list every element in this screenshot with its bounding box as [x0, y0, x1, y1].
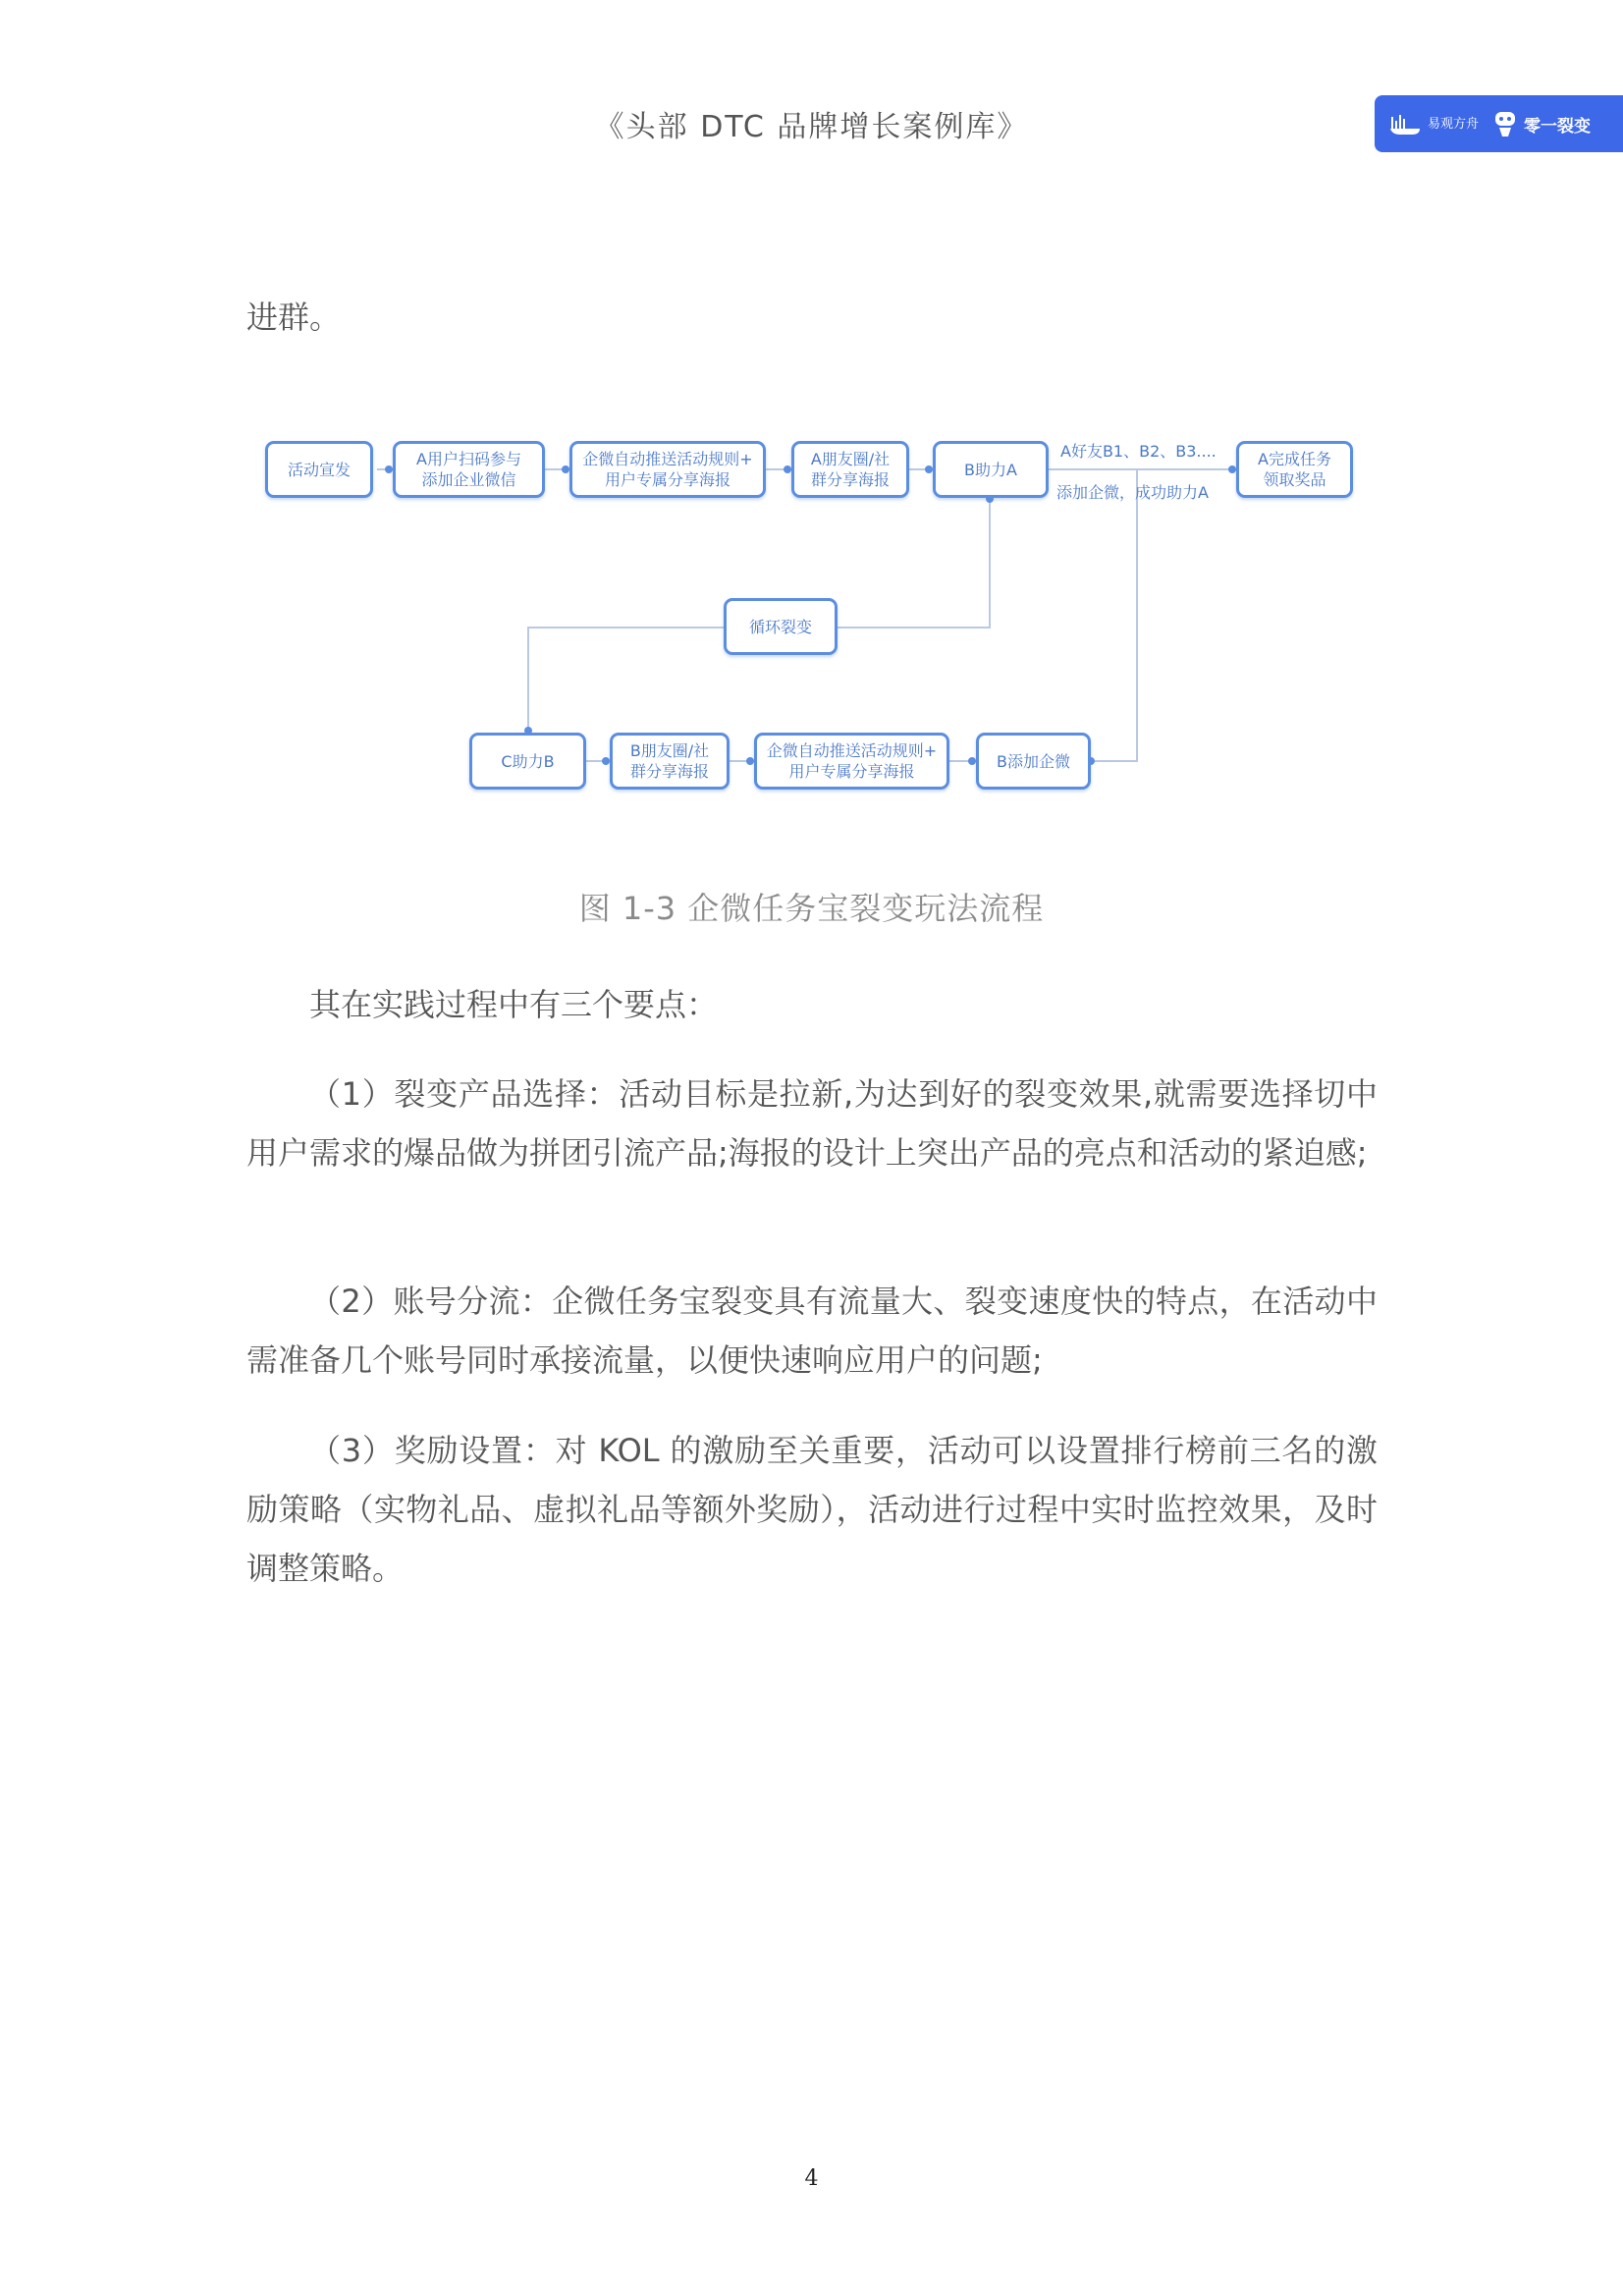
node-activity-launch — [265, 441, 373, 498]
node-line: C助力B — [501, 751, 555, 771]
node-b-share — [610, 733, 730, 790]
node-cycle — [724, 598, 838, 655]
node-push-rules-b — [754, 733, 949, 790]
node-line: 企微自动推送活动规则+ — [766, 741, 938, 760]
node-line: 企微自动推送活动规则+ — [582, 450, 753, 468]
node-line: A用户扫码参与 — [416, 450, 521, 468]
brand-logo-2-text: 零一裂变 — [1524, 116, 1592, 137]
node-line: B添加企微 — [997, 751, 1070, 771]
point-1-paragraph: （1）裂变产品选择：活动目标是拉新,为达到好的裂变效果,就需要选择切中用户需求的爆品做为拼团引流产品;海报的设计上突出产品的亮点和活动的紧迫感; — [246, 1075, 1378, 1172]
node-line: 循环裂变 — [748, 617, 812, 636]
node-push-rules-a — [569, 441, 766, 498]
point-2-paragraph: （2）账号分流：企微任务宝裂变具有流量大、裂变速度快的特点，在活动中需准备几个账号同时承接流量，以便快速响应用户的问题; — [246, 1283, 1378, 1379]
figure-caption: 图 1-3 企微任务宝裂变玩法流程 — [578, 890, 1045, 927]
node-line: 用户专属分享海报 — [604, 470, 730, 489]
node-a-complete — [1236, 441, 1353, 498]
flowchart — [0, 0, 1623, 864]
node-a-scan — [393, 441, 545, 498]
edge-label-friends: A好友B1、B2、B3.... — [1060, 442, 1217, 461]
point-3-paragraph: （3）奖励设置：对 KOL 的激励至关重要，活动可以设置排行榜前三名的激励策略（实物礼品、虚拟礼品等额外奖励），活动进行过程中实时监控效果，及时调整策略。 — [246, 1432, 1378, 1587]
edge-label-add-success: 添加企微，成功助力A — [1056, 483, 1209, 502]
node-line: 群分享海报 — [629, 762, 709, 781]
node-line: 用户专属分享海报 — [788, 762, 915, 781]
node-line: 添加企业微信 — [421, 470, 516, 489]
node-line: 活动宣发 — [287, 460, 351, 479]
lead-text: 进群。 — [246, 299, 342, 336]
node-line: 领取奖品 — [1263, 470, 1326, 489]
node-line: 群分享海报 — [810, 470, 890, 489]
intro-paragraph: 其在实践过程中有三个要点： — [309, 986, 719, 1023]
document-header-title: 《头部 DTC 品牌增长案例库》 — [594, 110, 1029, 144]
page-number: 4 — [804, 2166, 819, 2191]
brand-logo-1-text: 易观方舟 — [1428, 116, 1480, 132]
node-c-help-b — [469, 733, 586, 790]
node-line: A朋友圈/社 — [810, 450, 891, 468]
node-line: B助力A — [964, 460, 1017, 479]
node-line: A完成任务 — [1258, 450, 1331, 468]
node-line: B朋友圈/社 — [629, 741, 710, 760]
node-a-share — [791, 441, 909, 498]
node-b-help-a — [933, 441, 1049, 498]
node-b-add — [976, 733, 1091, 790]
